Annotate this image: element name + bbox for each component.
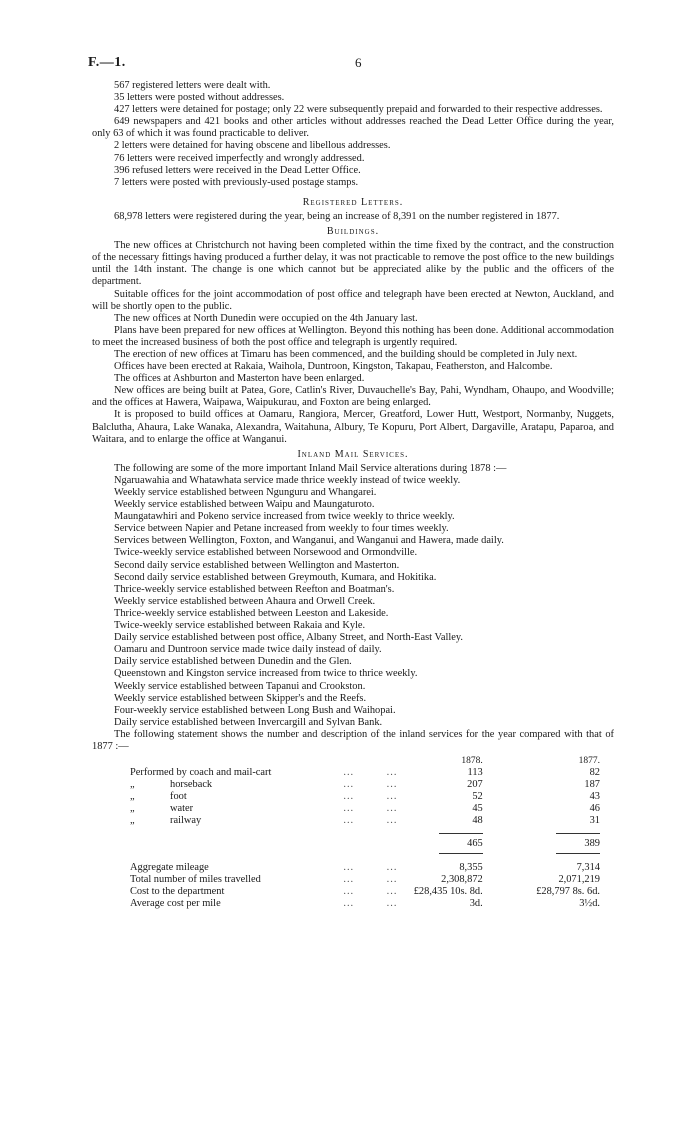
leader-dots: ... (386, 767, 398, 778)
buildings-paragraph: The offices at Ashburton and Masterton have been enlarged. (114, 373, 365, 385)
inland-item: Daily service established between post office, Albany Street, and North-East Valley. (114, 632, 463, 644)
leader-dots: ... (386, 803, 398, 814)
leader-dots: ... (343, 791, 355, 802)
buildings-paragraph: Plans have been prepared for new offices at Wellington. Beyond this nothing has been done. Additional accommodation to meet the increased business of both the post office and telegraph is urgently required. (92, 324, 614, 348)
leader-dots: ... (343, 886, 355, 897)
inland-item: Weekly service established between Waipu and Maungaturoto. (114, 499, 375, 511)
column-header-1878: 1878. (461, 756, 483, 766)
buildings-paragraph: The erection of new offices at Timaru has been commenced, and the building should be completed in July next. (114, 348, 578, 360)
inland-item: Twice-weekly service established between Rakaia and Kyle. (114, 620, 366, 632)
inland-item: Four-weekly service established between Long Bush and Waihopai. (114, 704, 396, 716)
value-1877: 187 (584, 779, 600, 790)
value-1877: 31 (589, 815, 600, 826)
inland-item: Oamaru and Duntroon service made twice daily instead of daily. (114, 644, 382, 656)
summary-label: Total number of miles travelled (130, 874, 261, 885)
leader-dots: ... (343, 898, 355, 909)
leader-dots: ... (343, 874, 355, 885)
value-1878: 207 (467, 779, 483, 790)
inland-services-table (130, 755, 600, 910)
table-row (130, 767, 600, 779)
value-1877: 43 (589, 791, 600, 802)
table-header-row (130, 755, 600, 767)
value-1878: 48 (472, 815, 483, 826)
dead-letter-item: 2 letters were detained for having obscene and libellous addresses. (114, 140, 391, 152)
dead-letter-item: 427 letters were detained for postage; only 22 were subsequently prepaid and forwarded to their respective addresses. (114, 104, 603, 116)
summary-label: Cost to the department (130, 886, 225, 897)
inland-item: Ngaruawahia and Whatawhata service made thrice weekly instead of twice weekly. (114, 474, 461, 486)
summary-1877: 7,314 (576, 862, 600, 873)
summary-row (130, 862, 600, 874)
value-1877: 46 (589, 803, 600, 814)
leader-dots: ... (386, 791, 398, 802)
row-label: water (170, 803, 194, 814)
section-heading-buildings: Buildings. (326, 226, 380, 238)
total-1878: 465 (439, 833, 483, 854)
inland-item: Daily service established between Dunedin and the Glen. (114, 656, 352, 668)
summary-1877: 3½d. (579, 898, 600, 909)
inland-item: Weekly service established between Tapanui and Crookston. (114, 680, 366, 692)
leader-dots: ... (343, 767, 355, 778)
table-row (130, 779, 600, 791)
summary-1877: £28,797 8s. 6d. (536, 886, 600, 897)
ditto-mark: „ (130, 803, 135, 814)
document-reference: F.—1. (88, 55, 126, 70)
table-row (130, 791, 600, 803)
value-1878: 113 (467, 767, 483, 778)
buildings-paragraph: The new offices at North Dunedin were occupied on the 4th January last. (114, 312, 418, 324)
inland-item: Weekly service established between Skipper's and the Reefs. (114, 692, 367, 704)
inland-item: Queenstown and Kingston service increased from twice to thrice weekly. (114, 668, 418, 680)
ditto-mark: „ (130, 791, 135, 802)
summary-label: Aggregate mileage (130, 862, 209, 873)
table-row (130, 815, 600, 827)
row-label: horseback (170, 779, 213, 790)
buildings-paragraph: Suitable offices for the joint accommodation of post office and telegraph have been erected at Newton, Auckland, and will be shortly open to the public. (92, 288, 614, 312)
summary-1878: 3d. (469, 898, 483, 909)
inland-item: Second daily service established between Greymouth, Kumara, and Hokitika. (114, 571, 437, 583)
ditto-mark: „ (130, 815, 135, 826)
leader-dots: ... (343, 815, 355, 826)
leader-dots: ... (343, 779, 355, 790)
dead-letter-item: 35 letters were posted without addresses. (114, 92, 285, 104)
summary-1877: 2,071,219 (558, 874, 600, 885)
inland-intro: The following are some of the more important Inland Mail Service alterations during 1878 :— (114, 462, 507, 474)
inland-item: Maungatawhiri and Pokeno service increased from twice weekly to thrice weekly. (114, 511, 455, 523)
statement-intro: The following statement shows the number and description of the inland services for the year compared with that of 1877 :— (92, 728, 614, 752)
summary-1878: 2,308,872 (441, 874, 483, 885)
leader-dots: ... (386, 886, 398, 897)
inland-item: Weekly service established between Ahaura and Orwell Creek. (114, 595, 376, 607)
dead-letter-item: 649 newspapers and 421 books and other articles without addresses reached the Dead Letter Office during the year, only 63 of which it was found practicable to deliver. (92, 116, 614, 140)
leader-dots: ... (343, 803, 355, 814)
column-header-1877: 1877. (578, 756, 600, 766)
page-number: 6 (355, 55, 362, 70)
summary-1878: 8,355 (459, 862, 483, 873)
inland-item: Twice-weekly service established between Norsewood and Ormondville. (114, 547, 418, 559)
inland-item: Services between Wellington, Foxton, and Wanganui, and Wanganui and Hawera, made daily. (114, 535, 504, 547)
value-1878: 52 (472, 791, 483, 802)
leader-dots: ... (386, 815, 398, 826)
value-1878: 45 (472, 803, 483, 814)
table-total-row (130, 827, 600, 854)
summary-row (130, 886, 600, 898)
document-body (92, 80, 614, 753)
total-1877: 389 (556, 833, 600, 854)
summary-row (130, 874, 600, 886)
buildings-paragraph: Offices have been erected at Rakaia, Waihola, Duntroon, Kingston, Takapau, Featherston, and Halcombe. (114, 361, 553, 373)
table-row (130, 803, 600, 815)
row-label: railway (170, 815, 202, 826)
leader-dots: ... (343, 862, 355, 873)
registered-paragraph: 68,978 letters were registered during the year, being an increase of 8,391 on the number registered in 1877. (114, 210, 560, 222)
leader-dots: ... (386, 898, 398, 909)
inland-item: Service between Napier and Petane increased from weekly to four times weekly. (114, 523, 449, 535)
leader-dots: ... (386, 779, 398, 790)
summary-1878: £28,435 10s. 8d. (413, 886, 483, 897)
inland-item: Thrice-weekly service established between Leeston and Lakeside. (114, 607, 389, 619)
buildings-paragraph: The new offices at Christchurch not having been completed within the time fixed by the contract, and the construction of the necessary fittings having produced a further delay, it was not practicable to remove the post office to the new buildings until the 14th instant. The change is one which cannot but be appreciated alike by the public and the officers of the department. (92, 240, 614, 288)
summary-row (130, 898, 600, 910)
section-heading-inland-mail: Inland Mail Services. (297, 448, 409, 460)
dead-letter-item: 76 letters were received imperfectly and wrongly addressed. (114, 152, 365, 164)
buildings-paragraph: New offices are being built at Patea, Gore, Catlin's River, Duvauchelle's Bay, Pahi, Wyndham, Ohaupo, and Woodville; and the offices at Hawera, Waipawa, Waipukurau, and Foxton are being enlarged. (92, 385, 614, 409)
row-label: foot (170, 791, 187, 802)
row-label: Performed by coach and mail-cart (130, 767, 272, 778)
value-1877: 82 (589, 767, 600, 778)
dead-letter-item: 567 registered letters were dealt with. (114, 80, 271, 91)
dead-letter-item: 396 refused letters were received in the Dead Letter Office. (114, 164, 361, 176)
dead-letter-item: 7 letters were posted with previously-used postage stamps. (114, 176, 359, 188)
section-heading-registered: Registered Letters. (302, 196, 404, 208)
summary-label: Average cost per mile (130, 898, 221, 909)
inland-item: Second daily service established between Wellington and Masterton. (114, 559, 400, 571)
inland-item: Weekly service established between Ngunguru and Whangarei. (114, 487, 377, 498)
buildings-paragraph: It is proposed to build offices at Oamaru, Rangiora, Mercer, Greatford, Lower Hutt, Westport, Normanby, Nuggets, Balclutha, Ahaura, Lake Wanaka, Alexandra, Waitahuna, Albury, Te Kopuru, Port Albert, Dargaville, Aratapu, Paparoa, and Waitara, and to enlarge the office at Wanganui. (92, 409, 614, 445)
inland-item: Thrice-weekly service established between Reefton and Boatman's. (114, 583, 395, 595)
leader-dots: ... (386, 862, 398, 873)
inland-item: Daily service established between Invercargill and Sylvan Bank. (114, 716, 383, 728)
leader-dots: ... (386, 874, 398, 885)
ditto-mark: „ (130, 779, 135, 790)
